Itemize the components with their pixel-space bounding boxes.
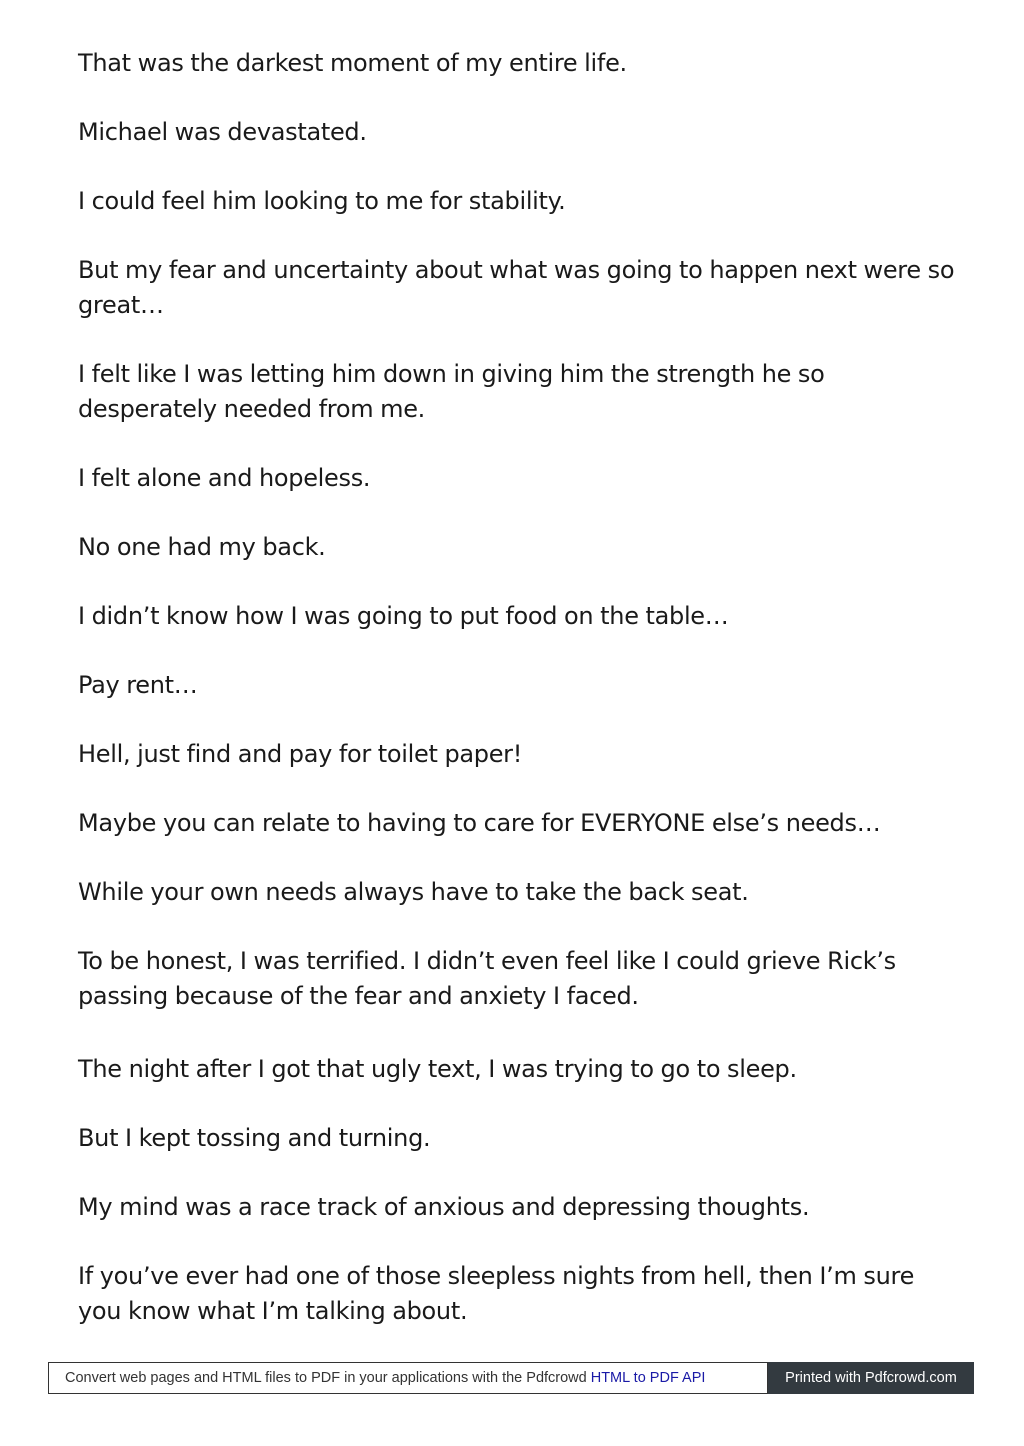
footer-printed-with[interactable]: Printed with Pdfcrowd.com <box>768 1362 974 1394</box>
html-to-pdf-api-link[interactable]: HTML to PDF API <box>590 1370 706 1386</box>
document-body <box>78 46 958 1363</box>
paragraph-13: To be honest, I was terrified. I didn’t even feel like I could grieve Rick’s passing because of the fear and anxiety I faced. <box>78 947 896 1010</box>
paragraph-16: My mind was a race track of anxious and depressing thoughts. <box>78 1193 810 1221</box>
paragraph-9: Pay rent… <box>78 671 198 699</box>
paragraph-14: The night after I got that ugly text, I was trying to go to sleep. <box>78 1055 797 1083</box>
footer-convert-notice <box>48 1362 768 1394</box>
footer-convert-text: Convert web pages and HTML files to PDF in your applications with the Pdfcrowd <box>65 1370 587 1386</box>
paragraph-17: If you’ve ever had one of those sleepless nights from hell, then I’m sure you know what I’m talking about. <box>78 1262 915 1325</box>
paragraph-15: But I kept tossing and turning. <box>78 1124 431 1152</box>
paragraph-4: But my fear and uncertainty about what was going to happen next were so great… <box>78 256 955 319</box>
paragraph-2: Michael was devastated. <box>78 118 367 146</box>
paragraph-8: I didn’t know how I was going to put food on the table… <box>78 602 729 630</box>
paragraph-10: Hell, just find and pay for toilet paper! <box>78 740 523 768</box>
paragraph-1: That was the darkest moment of my entire life. <box>78 49 627 77</box>
paragraph-7: No one had my back. <box>78 533 326 561</box>
paragraph-6: I felt alone and hopeless. <box>78 464 371 492</box>
paragraph-5: I felt like I was letting him down in giving him the strength he so desperately needed from me. <box>78 360 825 423</box>
paragraph-11: Maybe you can relate to having to care for EVERYONE else’s needs… <box>78 809 881 837</box>
pdfcrowd-footer-bar <box>48 1362 974 1394</box>
paragraph-3: I could feel him looking to me for stability. <box>78 187 566 215</box>
paragraph-12: While your own needs always have to take the back seat. <box>78 878 749 906</box>
